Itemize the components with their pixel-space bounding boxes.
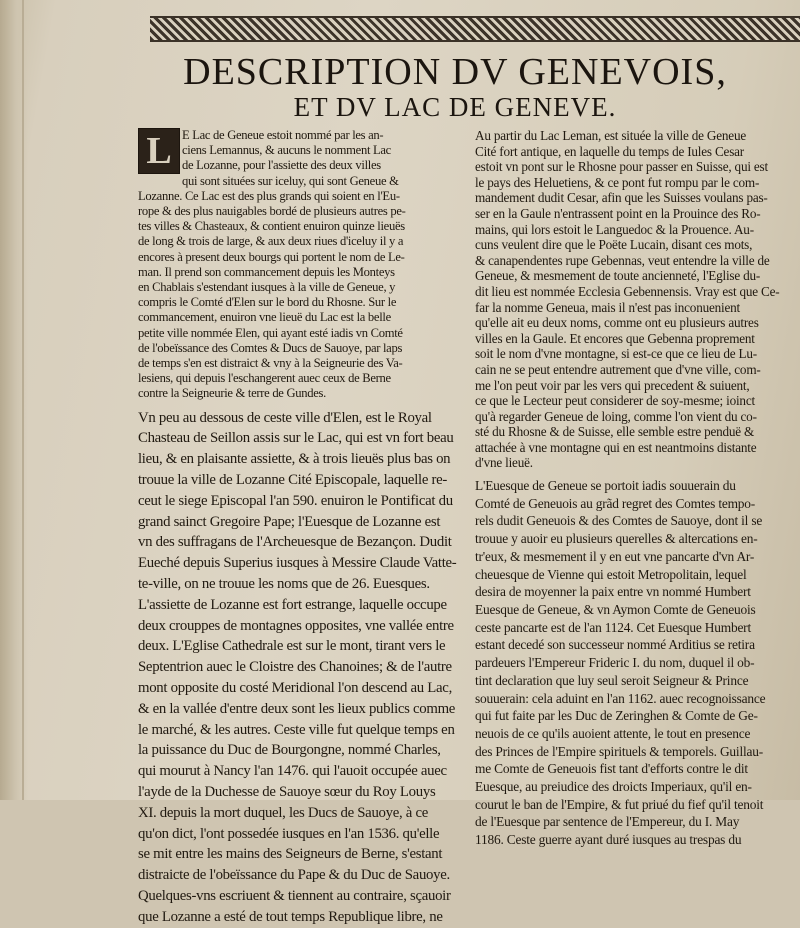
text-line: estoit vn pont sur le Rhosne pour passer en Suisse, qui est (475, 159, 768, 175)
text-line: rels dudit Geneuois & des Comtes de Sauoye, dont il se (475, 513, 763, 529)
text-line: rope & des plus nauigables bordé de plusieurs autres pe- (138, 204, 406, 219)
right-column (475, 128, 800, 849)
text-line: te-ville, on ne trouue les noms que de 26. Euesques. (138, 576, 430, 593)
text-line: ce que le Lecteur peut considerer de soy-mesme; ioinct (475, 393, 755, 409)
text-line: des Princes de l'Empire spirituels & temporels. Guillau- (475, 743, 763, 759)
text-line: Chasteau de Seillon assis sur le Lac, qui est vn fort beau (138, 430, 454, 447)
text-line: mandement dudit Cesar, afin que les Suisses voulans pas- (475, 190, 768, 206)
text-line: trouue y auoir eu plusieurs querelles & altercations en- (475, 531, 758, 547)
text-line: estant decedé son successeur nommé Arditius se retira (475, 637, 755, 653)
text-line: soit le nom d'vne montagne, si est-ce que ce lieu de Lu- (475, 346, 757, 362)
text-line: Au partir du Lac Leman, est située la ville de Geneue (475, 128, 746, 143)
left-paragraph-2 (138, 408, 460, 928)
text-line: qu'elle ait eu deux noms, comme ont eu plusieurs autres (475, 315, 759, 331)
text-line: E Lac de Geneue estoit nommé par les an- (182, 128, 384, 142)
text-line: mont opposite du costé Meridional l'on descend au Lac, (138, 680, 452, 697)
text-line: 1186. Ceste guerre ayant duré iusques au trespas du (475, 832, 742, 848)
text-line: Vn peu au dessous de ceste ville d'Elen, est le Royal (138, 409, 432, 426)
text-line: de l'Euesque par sentence de l'Empereur, du I. May (475, 814, 740, 830)
page-title: DESCRIPTION DV GENEVOIS, (183, 51, 727, 93)
text-line: ciens Lemannus, & aucuns le nomment Lac (182, 143, 391, 158)
text-line: le marché, & les autres. Ceste ville fut quelque temps en (138, 721, 455, 738)
text-line: Euesque de Geneue, & vn Aymon Comte de Geneuois (475, 601, 756, 617)
text-line: en Chablais s'estendant iusques à la ville de Geneue, y (138, 280, 396, 295)
text-line: lesiens, qui depuis l'eschangerent auec ceux de Berne (138, 371, 391, 386)
text-line: commancement, enuiron vne lieuë du Lac est la belle (138, 310, 391, 325)
text-line: desira de moyenner la paix entre vn nommé Humbert (475, 584, 751, 600)
text-line: & canapendentes rupe Gebennas, veut entendre la ville de (475, 252, 770, 268)
text-line: ceut le siege Episcopal l'an 590. enuiron le Pontificat du (138, 492, 453, 509)
text-line: souuerain: cela aduint en l'an 1162. auec recognoissance (475, 690, 766, 706)
text-line: d'vne lieuë. (475, 455, 533, 471)
text-line: tint declaration que luy seul seroit Seigneur & Prince (475, 672, 749, 688)
right-paragraph-1 (475, 128, 800, 471)
text-line: Comté de Geneuois au grãd regret des Comtes tempo- (475, 495, 756, 511)
text-line: courut le ban de l'Empire, & fut priué du fief qu'il tenoit (475, 796, 764, 812)
header-ornament-band (150, 16, 800, 42)
text-line: de l'obeïssance des Comtes & Ducs de Sauoye, par laps (138, 340, 403, 355)
text-line: deux crouppes de montagnes opposites, vne vallée entre (138, 617, 454, 634)
text-line: tr'eux, & mesmement il y en eut vne pancarte d'vn Ar- (475, 548, 755, 564)
text-line: Cité fort antique, en laquelle du temps de Iules Cesar (475, 143, 744, 159)
text-line: l'ayde de la Duchesse de Sauoye sœur du Roy Louys (138, 784, 436, 800)
text-line: distraicte de l'obeïssance du Pape & du Duc de Sauoye. (138, 867, 450, 884)
text-line: lieu, & en plaisante assiette, & à trois lieuës plus bas on (138, 451, 451, 468)
text-line: me Comte de Geneuois fist tant d'efforts contre le dit (475, 761, 748, 777)
text-line: que Lozanne a esté de tout temps Republique libre, ne (138, 908, 443, 925)
text-line: Septentrion auec le Cloistre des Chanoines; & de l'autre (138, 659, 452, 676)
text-line: XI. depuis la mort duquel, les Ducs de Sauoye, à ce (138, 804, 429, 821)
text-line: far la nomme Geneua, mais il n'est pas inconuenient (475, 299, 740, 315)
text-line: grand sainct Gregoire Pape; l'Euesque de Lozanne est (138, 513, 441, 530)
text-line: mains, qui lors estoit le Languedoc & la Prouence. Au- (475, 221, 754, 237)
drop-cap-letter: L (138, 128, 180, 174)
text-line: qui mourut à Nancy l'an 1476. qui l'auoit occupée auec (138, 763, 447, 780)
text-line: trouue la ville de Lozanne Cité Episcopale, laquelle re- (138, 472, 448, 489)
text-line: qu'on dict, l'ont possedée iusques en l'an 1536. qu'elle (138, 825, 440, 842)
text-line: Lozanne. Ce Lac est des plus grands qui soient en l'Eu- (138, 188, 400, 203)
text-line: tes villes & Chasteaux, & contient enuiron quinze lieuës (138, 219, 405, 234)
text-line: cheuesque de Vienne qui estoit Metropolitain, lequel (475, 566, 747, 582)
text-line: ser en la Gaule n'entrassent point en la Prouince des Ro- (475, 205, 761, 221)
text-line: qui sont situées sur iceluy, qui sont Geneue & (182, 173, 399, 188)
text-line: man. Il prend son commancement depuis les Monteys (138, 264, 395, 279)
page-fold-line (22, 0, 24, 800)
text-line: Eueché depuis Superius iusques à Messire Claude Vatte- (138, 555, 457, 572)
text-line: L'assiette de Lozanne est fort estrange, laquelle occupe (138, 596, 447, 613)
text-line: pardeuers l'Empereur Frideric I. du nom, duquel il ob- (475, 655, 755, 671)
text-line: de long & trois de large, & aux deux riues d'iceluy il y a (138, 234, 404, 249)
text-line: ceste pancarte est de l'an 1124. Cet Euesque Humbert (475, 619, 751, 635)
text-line: cuns veulent dire que le Poëte Lucain, disant ces mots, (475, 237, 753, 253)
text-line: se mit entre les mains des Seigneurs de Berne, s'estant (138, 846, 443, 863)
text-line: sté du Rhosne & de Suisse, elle semble estre penduë & (475, 424, 755, 440)
text-line: compris le Comté d'Elen sur le bord du Rhosne. Sur le (138, 295, 397, 310)
text-line: neuois de ce qu'ils auoient attente, le tout en presence (475, 725, 751, 741)
text-line: le pays des Heluetiens, & ce pont fut rompu par le com- (475, 174, 760, 190)
page-subtitle: ET DV LAC DE GENEVE. (293, 92, 617, 122)
text-line: de temps s'en est distraict & vny à la Seigneurie des Va- (138, 356, 403, 371)
text-line: Quelques-vns escriuent & tiennent au contraire, sçauoir (138, 887, 451, 904)
text-line: & en la vallée d'entre deux sont les lieux publics comme (138, 700, 456, 717)
text-line: qui fut faite par les Duc de Zeringhen & Comte de Ge- (475, 708, 758, 724)
text-line: encores à present deux bourgs qui portent le nom de Le- (138, 249, 405, 264)
text-line: L'Euesque de Geneue se portoit iadis souuerain du (475, 478, 736, 494)
text-line: Geneue, & mesmement de toute ancienneté, l'Eglise du- (475, 268, 761, 284)
text-line: qu'à regarder Geneue de loing, comme l'on vient du co- (475, 408, 757, 424)
text-line: de Lozanne, pour l'assiette des deux villes (182, 158, 381, 173)
left-paragraph-1 (138, 128, 460, 402)
text-line: vn des suffragans de l'Archeuesque de Bezançon. Dudit (138, 534, 452, 551)
text-line: me l'on peut voir par les vers qui precedent & suiuent, (475, 377, 750, 393)
text-line: deux. L'Eglise Cathedrale est sur le mont, tirant vers le (138, 638, 446, 655)
text-line: dit lieu est nommée Ecclesia Gebennensis. Vray est que Ce- (475, 283, 780, 299)
text-line: la puissance du Duc de Bourgongne, nommé Charles, (138, 742, 441, 759)
left-column (138, 128, 460, 928)
right-paragraph-2 (475, 477, 800, 849)
text-line: petite ville nommée Elen, qui ayant esté iadis vn Comté (138, 325, 403, 340)
text-line: cain ne se peut entendre autrement que d'vne ville, com- (475, 361, 761, 377)
text-line: contre la Seigneurie & terre de Gundes. (138, 386, 326, 401)
text-line: attachée à vne montagne qui en est neantmoins distante (475, 439, 757, 455)
text-line: Euesque, au preiudice des droicts Imperiaux, qu'il en- (475, 779, 752, 795)
text-line: villes en la Gaule. Et encores que Gebenna proprement (475, 330, 755, 346)
